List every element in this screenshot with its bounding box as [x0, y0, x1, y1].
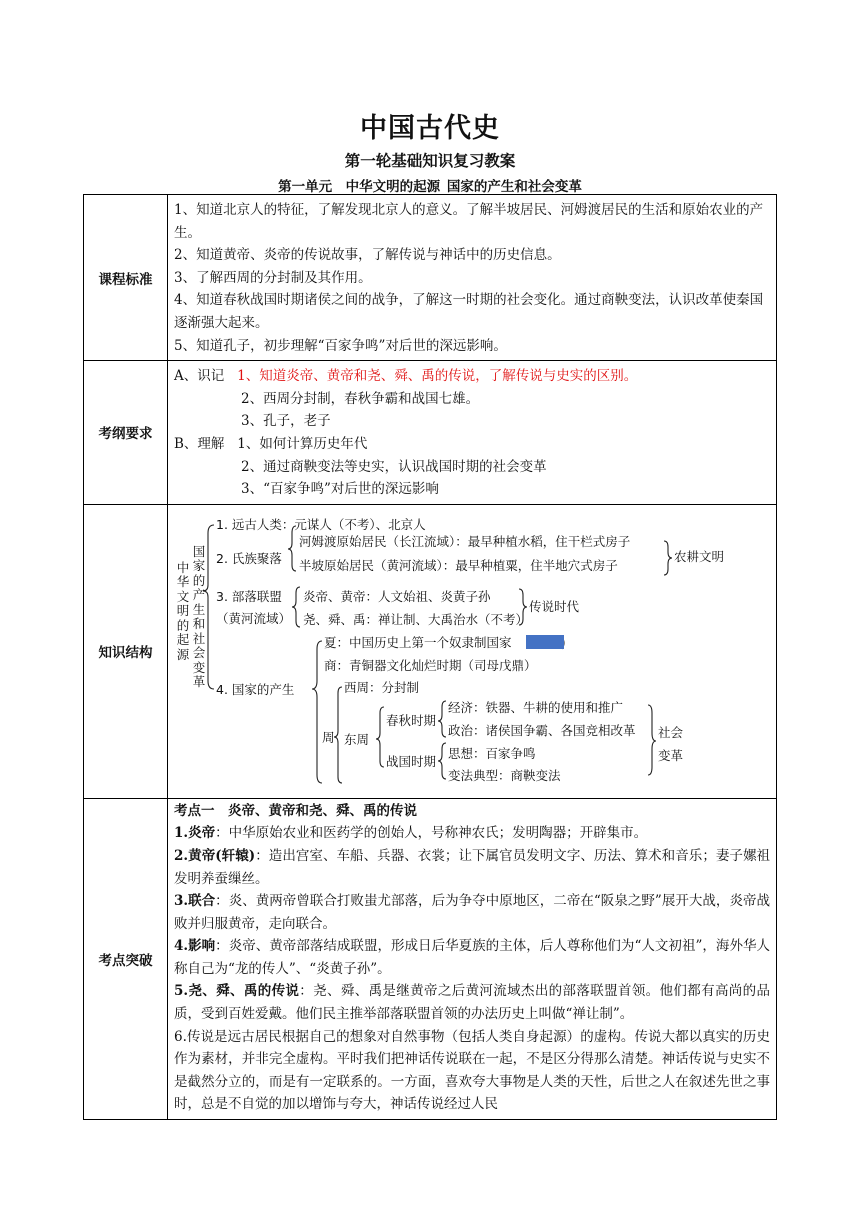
- node-western-zhou: 西周：分封制: [344, 679, 420, 695]
- node-social: 社会: [658, 724, 684, 740]
- node-ancient-humans: 1. 远古人类：元谋人（不考）、北京人: [216, 516, 426, 532]
- label-knowledge-structure: 知识结构: [84, 504, 168, 798]
- node-banpo: 半坡原始居民（黄河流域）：最早种植粟，住半地穴式房子: [299, 557, 618, 573]
- node-thought: 思想：百家争鸣: [448, 745, 536, 761]
- node-clan-settlements: 2. 氏族聚落: [216, 550, 282, 566]
- exam-point-paragraph: 2.黄帝(轩辕)：造出宫室、车船、兵器、衣裳；让下属官员发明文字、历法、算术和音乐；妻子嫘祖发明养蚕缫丝。: [174, 847, 771, 887]
- node-yellow-river: （黄河流域）: [216, 610, 292, 626]
- requirement-line: 2、西周分封制，春秋争霸和战国七雄。: [241, 390, 480, 407]
- requirement-line: 2、通过商鞅变法等史实，认识战国时期的社会变革: [241, 458, 547, 475]
- requirement-prefix: A、识记: [174, 368, 225, 385]
- requirement-line: 3、“百家争鸣”对后世的深远影响: [241, 481, 439, 498]
- node-yan-huang: 炎帝、黄帝：人文始祖、炎黄子孙: [303, 588, 491, 604]
- node-shang: 商：青铜器文化灿烂时期（司母戊鼎）: [324, 657, 537, 673]
- exam-point-paragraph: 5.尧、舜、禹的传说：尧、舜、禹是继黄帝之后黄河流域杰出的部落联盟首领。他们都有高尚的品质，受到百姓爱戴。他们民主推举部落联盟首领的办法历史上叫做“禅让制”。: [174, 983, 771, 1023]
- node-tribal-alliance: 3. 部落联盟: [216, 588, 282, 604]
- standard-line: 3、了解西周的分封制及其作用。: [174, 269, 372, 286]
- node-change: 变革: [658, 747, 684, 763]
- standard-line: 4、知道春秋战国时期诸侯之间的战争，了解这一时期的社会变化。通过商鞅变法，认识改革使秦国逐渐强大起来。: [174, 292, 764, 331]
- requirement-highlight: 1、知道炎帝、黄帝和尧、舜、禹的传说，了解传说与史实的区别。: [237, 368, 638, 385]
- node-zhou: 周: [322, 729, 335, 745]
- node-spring-autumn: 春秋时期: [386, 712, 437, 728]
- exam-point-heading: 考点一 炎帝、黄帝和尧、舜、禹的传说: [174, 802, 417, 819]
- curriculum-standard-content: [168, 195, 777, 361]
- highlight-box: [526, 635, 564, 649]
- document-subtitle: 第一轮基础知识复习教案: [344, 151, 516, 170]
- node-state-formation: 4. 国家的产生: [216, 681, 295, 697]
- row-exam-points: [84, 798, 777, 1119]
- document-title: 中国古代史: [360, 113, 500, 144]
- standard-line: 2、知道黄帝、炎帝的传说故事，了解传说与神话中的历史信息。: [174, 247, 561, 264]
- unit-title: 第一单元 中华文明的起源 国家的产生和社会变革: [278, 179, 582, 195]
- row-curriculum-standard: [84, 195, 777, 361]
- knowledge-diagram: [168, 505, 776, 795]
- requirement-line: [174, 433, 770, 456]
- node-legend-era: 传说时代: [529, 598, 580, 614]
- node-reform: 变法典型：商鞅变法: [448, 767, 561, 783]
- row-knowledge-structure: [84, 504, 777, 798]
- exam-requirements-content: [168, 361, 777, 505]
- label-exam-points: 考点突破: [84, 798, 168, 1119]
- node-eastern-zhou: 东周: [344, 731, 370, 747]
- exam-point-paragraph: 1.炎帝：中华原始农业和医药学的创始人，号称神农氏；发明陶器；开辟集市。: [174, 825, 648, 842]
- requirement-line: 3、孔子，老子: [241, 413, 331, 430]
- row-exam-requirements: [84, 361, 777, 505]
- standard-line: 1、知道北京人的特征，了解发现北京人的意义。了解半坡居民、河姆渡居民的生活和原始农业的产生。: [174, 202, 764, 241]
- requirement-line: [174, 365, 770, 388]
- requirement-text: 1、如何计算历史年代: [237, 435, 368, 452]
- exam-points-content: [168, 798, 777, 1119]
- node-yao-shun-yu: 尧、舜、禹：禅让制、大禹治水（不考）: [303, 611, 529, 627]
- standard-line: 5、知道孔子，初步理解“百家争鸣”对后世的深远影响。: [174, 337, 507, 354]
- label-curriculum-standard: 课程标准: [84, 195, 168, 361]
- label-exam-requirements: 考纲要求: [84, 361, 168, 505]
- exam-point-paragraph: 6.传说是远古居民根据自己的想象对自然事物（包括人类自身起源）的虚构。传说大都以真实的历史作为素材，并非完全虚构。平时我们把神话传说联在一起，不是区分得那么清楚。神话传说与史实不是截然分立的，而是有一定联系的。一方面，喜欢夸大事物是人类的天性，后世之人在叙述先世之事时，总是不自觉的加以增饰与夸大，神话传说经过人民: [174, 1028, 770, 1113]
- node-xia: 夏：中国历史上第一个奴隶制国家: [324, 634, 512, 650]
- node-farming-civilization: 农耕文明: [674, 548, 725, 564]
- node-warring-states: 战国时期: [386, 753, 437, 769]
- node-economy: 经济：铁器、牛耕的使用和推广: [448, 699, 624, 715]
- exam-point-paragraph: 4.影响：炎帝、黄帝部落结成联盟，形成日后华夏族的主体，后人尊称他们为“人文初祖”，海外华人称自己为“龙的传人”、“炎黄子孙”。: [174, 938, 770, 977]
- lesson-table: [83, 194, 777, 1120]
- requirement-prefix: B、理解: [174, 435, 225, 452]
- node-hemudu: 河姆渡原始居民（长江流域）：最早种植水稻，住干栏式房子: [299, 533, 631, 549]
- exam-point-paragraph: 3.联合：炎、黄两帝曾联合打败蚩尤部落，后为争夺中原地区，二帝在“阪泉之野”展开大战，炎帝战败并归服黄帝，走向联合。: [174, 893, 770, 932]
- diagram-root-vertical: 国 家 的 产 生 和 社 会 变 革: [192, 543, 206, 690]
- knowledge-structure-cell: [168, 504, 777, 798]
- node-politics: 政治：诸侯国争霸、各国竞相改革: [448, 722, 636, 738]
- diagram-root-vertical: 中 华 文 明 的 起 源: [176, 559, 190, 662]
